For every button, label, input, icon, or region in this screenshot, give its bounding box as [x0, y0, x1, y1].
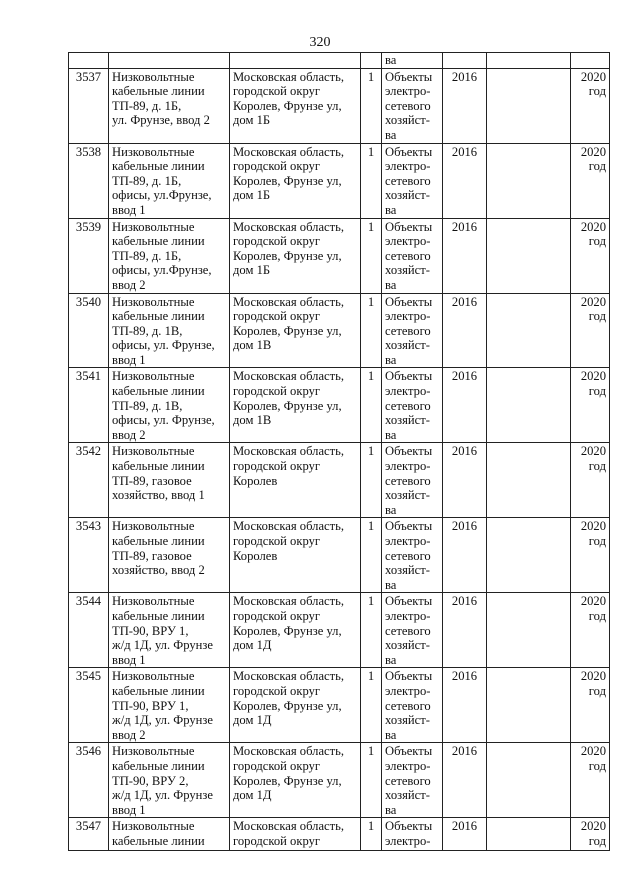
cell-year: 2016 — [443, 743, 487, 818]
cell-address: Московская область, городской округ Королев, Фрунзе ул, дом 1В — [230, 293, 361, 368]
cell-completion: 2020 год — [571, 518, 610, 593]
cell-num: 3545 — [69, 668, 109, 743]
cell-type: Объекты электро- сетевого хозяйст- ва — [382, 218, 443, 293]
table-row — [69, 68, 610, 143]
cell-qty — [361, 53, 382, 69]
cell-empty — [487, 293, 571, 368]
page-number: 320 — [309, 35, 331, 50]
cell-name: Низковольтные кабельные линии ТП-89, д. 1В, офисы, ул. Фрунзе, ввод 1 — [109, 293, 230, 368]
cell-empty — [487, 743, 571, 818]
cell-empty — [487, 68, 571, 143]
cell-qty: 1 — [361, 293, 382, 368]
cell-completion: 2020 год — [571, 443, 610, 518]
table-row — [69, 218, 610, 293]
cell-name: Низковольтные кабельные линии ТП-89, газовое хозяйство, ввод 1 — [109, 443, 230, 518]
cell-type: ва — [382, 53, 443, 69]
cell-type: Объекты электро- сетевого хозяйст- ва — [382, 143, 443, 218]
cell-type: Объекты электро- сетевого хозяйст- ва — [382, 368, 443, 443]
cell-year: 2016 — [443, 443, 487, 518]
cell-type: Объекты электро- — [382, 818, 443, 851]
cell-completion: 2020 год — [571, 743, 610, 818]
registry-table — [68, 52, 610, 851]
cell-completion: 2020 год — [571, 293, 610, 368]
cell-empty — [487, 368, 571, 443]
cell-year: 2016 — [443, 518, 487, 593]
cell-num: 3543 — [69, 518, 109, 593]
cell-address: Московская область, городской округ Королев, Фрунзе ул, дом 1Б — [230, 218, 361, 293]
cell-type: Объекты электро- сетевого хозяйст- ва — [382, 743, 443, 818]
cell-name: Низковольтные кабельные линии ТП-90, ВРУ 1, ж/д 1Д, ул. Фрунзе ввод 1 — [109, 593, 230, 668]
continuation-row — [69, 53, 610, 69]
cell-type: Объекты электро- сетевого хозяйст- ва — [382, 443, 443, 518]
cell-qty: 1 — [361, 593, 382, 668]
cell-year: 2016 — [443, 68, 487, 143]
cell-address — [230, 53, 361, 69]
cell-type: Объекты электро- сетевого хозяйст- ва — [382, 518, 443, 593]
cell-num: 3538 — [69, 143, 109, 218]
cell-address: Московская область, городской округ Королев — [230, 518, 361, 593]
cell-num: 3546 — [69, 743, 109, 818]
table-row — [69, 818, 610, 851]
table-row — [69, 443, 610, 518]
cell-empty — [487, 518, 571, 593]
table-row — [69, 368, 610, 443]
cell-qty: 1 — [361, 668, 382, 743]
table-body — [69, 53, 610, 851]
table-row — [69, 143, 610, 218]
cell-year: 2016 — [443, 218, 487, 293]
cell-empty — [487, 218, 571, 293]
cell-empty — [487, 818, 571, 851]
cell-qty: 1 — [361, 443, 382, 518]
cell-year: 2016 — [443, 143, 487, 218]
cell-year: 2016 — [443, 593, 487, 668]
cell-completion: 2020 год — [571, 593, 610, 668]
cell-completion: 2020 год — [571, 818, 610, 851]
cell-qty: 1 — [361, 218, 382, 293]
table-row — [69, 518, 610, 593]
cell-name: Низковольтные кабельные линии ТП-90, ВРУ 2, ж/д 1Д, ул. Фрунзе ввод 1 — [109, 743, 230, 818]
cell-name: Низковольтные кабельные линии ТП-90, ВРУ 1, ж/д 1Д, ул. Фрунзе ввод 2 — [109, 668, 230, 743]
cell-name: Низковольтные кабельные линии ТП-89, д. 1Б, офисы, ул.Фрунзе, ввод 2 — [109, 218, 230, 293]
cell-qty: 1 — [361, 143, 382, 218]
cell-completion: 2020 год — [571, 668, 610, 743]
cell-name: Низковольтные кабельные линии ТП-89, д. 1Б, офисы, ул.Фрунзе, ввод 1 — [109, 143, 230, 218]
cell-num: 3547 — [69, 818, 109, 851]
cell-completion: 2020 год — [571, 218, 610, 293]
cell-qty: 1 — [361, 368, 382, 443]
cell-num: 3542 — [69, 443, 109, 518]
cell-year: 2016 — [443, 818, 487, 851]
cell-qty: 1 — [361, 518, 382, 593]
cell-completion: 2020 год — [571, 368, 610, 443]
cell-completion: 2020 год — [571, 68, 610, 143]
cell-address: Московская область, городской округ Королев, Фрунзе ул, дом 1Д — [230, 743, 361, 818]
cell-year: 2016 — [443, 668, 487, 743]
cell-qty: 1 — [361, 818, 382, 851]
cell-address: Московская область, городской округ Королев — [230, 443, 361, 518]
cell-num: 3537 — [69, 68, 109, 143]
cell-type: Объекты электро- сетевого хозяйст- ва — [382, 293, 443, 368]
cell-completion: 2020 год — [571, 143, 610, 218]
cell-qty: 1 — [361, 68, 382, 143]
cell-address: Московская область, городской округ Королев, Фрунзе ул, дом 1Б — [230, 68, 361, 143]
cell-type: Объекты электро- сетевого хозяйст- ва — [382, 68, 443, 143]
cell-empty — [487, 53, 571, 69]
cell-name: Низковольтные кабельные линии ТП-89, газовое хозяйство, ввод 2 — [109, 518, 230, 593]
cell-name: Низковольтные кабельные линии ТП-89, д. 1В, офисы, ул. Фрунзе, ввод 2 — [109, 368, 230, 443]
cell-qty: 1 — [361, 743, 382, 818]
cell-year: 2016 — [443, 368, 487, 443]
cell-empty — [487, 143, 571, 218]
cell-empty — [487, 593, 571, 668]
cell-type: Объекты электро- сетевого хозяйст- ва — [382, 668, 443, 743]
cell-empty — [487, 668, 571, 743]
cell-num: 3540 — [69, 293, 109, 368]
cell-address: Московская область, городской округ — [230, 818, 361, 851]
cell-year — [443, 53, 487, 69]
cell-name: Низковольтные кабельные линии ТП-89, д. 1Б, ул. Фрунзе, ввод 2 — [109, 68, 230, 143]
cell-empty — [487, 443, 571, 518]
table-row — [69, 668, 610, 743]
cell-num: 3544 — [69, 593, 109, 668]
cell-name: Низковольтные кабельные линии — [109, 818, 230, 851]
cell-address: Московская область, городской округ Королев, Фрунзе ул, дом 1Д — [230, 593, 361, 668]
cell-name — [109, 53, 230, 69]
cell-year: 2016 — [443, 293, 487, 368]
cell-num: 3541 — [69, 368, 109, 443]
table-row — [69, 293, 610, 368]
cell-address: Московская область, городской округ Королев, Фрунзе ул, дом 1В — [230, 368, 361, 443]
cell-num: 3539 — [69, 218, 109, 293]
table-row — [69, 743, 610, 818]
cell-address: Московская область, городской округ Королев, Фрунзе ул, дом 1Б — [230, 143, 361, 218]
cell-completion — [571, 53, 610, 69]
cell-num — [69, 53, 109, 69]
cell-type: Объекты электро- сетевого хозяйст- ва — [382, 593, 443, 668]
cell-address: Московская область, городской округ Королев, Фрунзе ул, дом 1Д — [230, 668, 361, 743]
table-row — [69, 593, 610, 668]
